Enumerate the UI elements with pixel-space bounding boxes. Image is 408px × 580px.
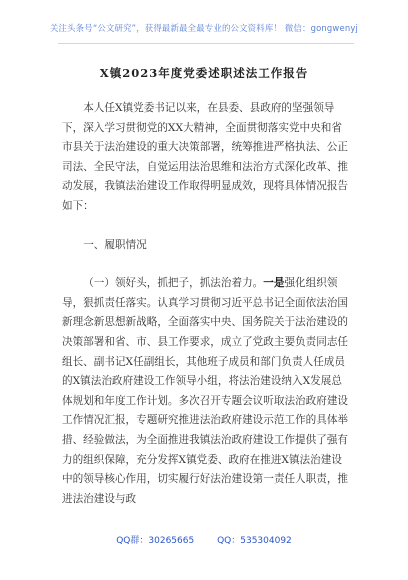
paragraph-body: 强化组织领导，狠抓责任落实。认真学习贯彻习近平总书记全面依法治国新理念新思想新战略，全面落实中央、国务院关于法治建设的决策部署和省、市、县工作要求，成立了党政主要负责同志任组长、副书记X任副组长，其他班子成员和部门负责人任成员的X镇法治政府建设工作领导小组，将法治建设纳入X发展总体规划和年度工作计划。多次召开专题会议听取法治政府建设工作情况汇报，专题研究推进法治政府建设示范工作的具体举措、经验做法，为全面推进我镇法治政府建设工作提供了强有力的组织保障，充分发挥X镇党委、政府在推进X镇法治建设中的领导核心作用，切实履行好法治建设第一责任人职责，推进法治建设与政 [62, 277, 349, 505]
section-heading: 一、履职情况 [83, 238, 147, 251]
qq-group-text: QQ群：30265665 [116, 536, 195, 546]
emphasis-marker: 一是 [263, 277, 285, 290]
header-banner: 关注头条号“公文研究”，获得最新最全最专业的公文资料库！ 微信：gongwenyj [49, 23, 359, 33]
document-title: X镇2023年度党委述职述法工作报告 [99, 66, 309, 80]
paragraph-lead: （一）领好头，抓把子，抓法治着力。 [83, 277, 264, 290]
header-divider [58, 43, 354, 44]
footer-contacts [0, 533, 408, 546]
intro-paragraph: 本人任X镇党委书记以来，在县委、县政府的坚强领导下，深入学习贯彻党的XX大精神，全面贯彻落实党中央和省市县关于法治建设的重大决策部署，统筹推进严格执法、公正司法、全民守法，自觉运用法治思维和法治方式深化改革、推动发展，我镇法治建设工作取得明显成效，现将具体情况报告如下： [62, 102, 349, 212]
qq-text: QQ：535304092 [217, 536, 292, 546]
section-paragraph [62, 274, 352, 509]
document-body [62, 99, 352, 509]
